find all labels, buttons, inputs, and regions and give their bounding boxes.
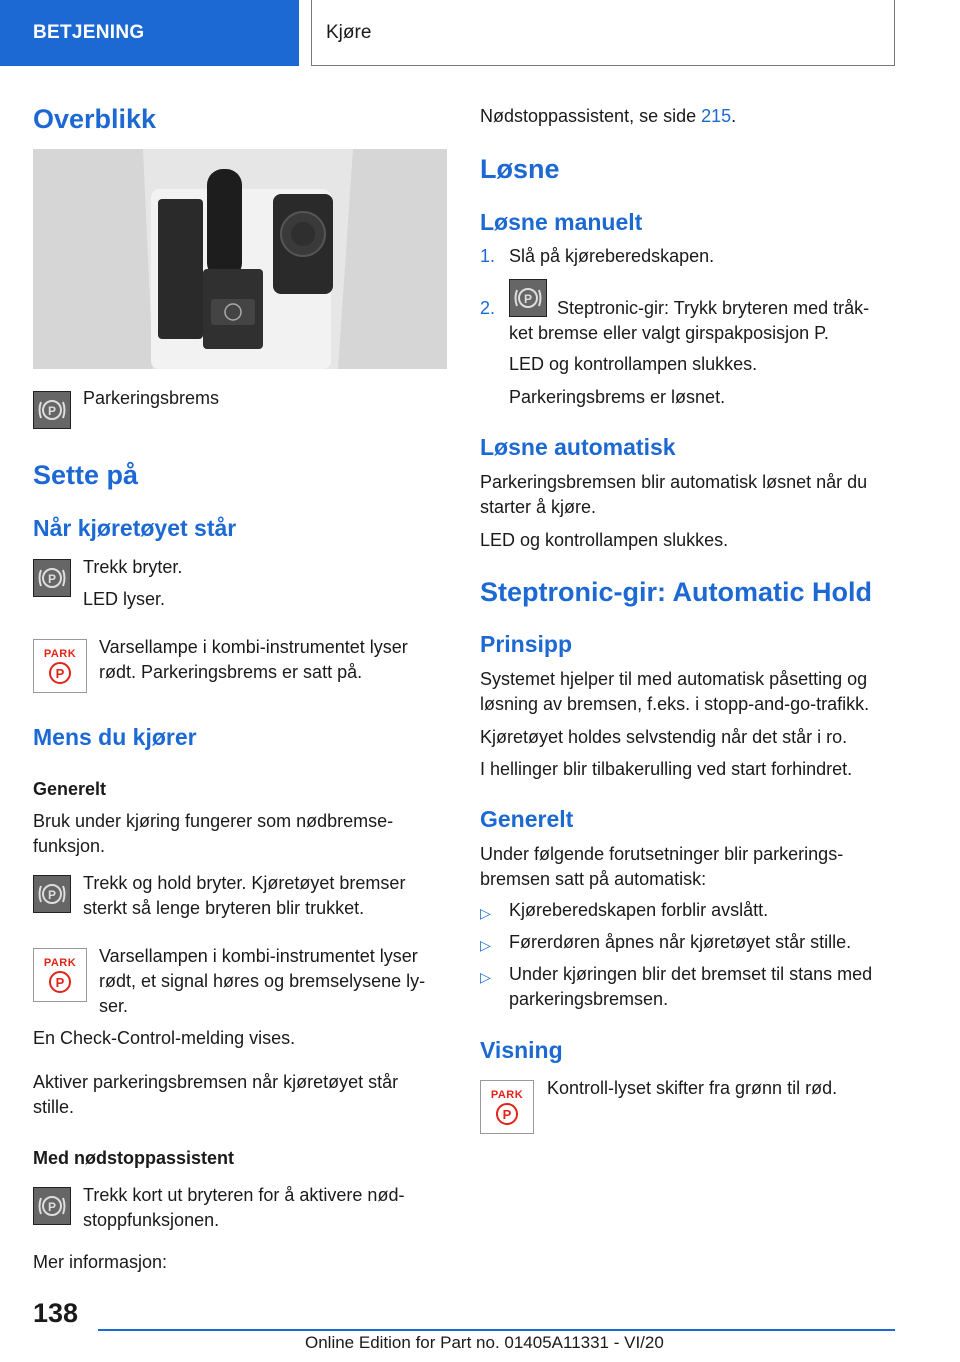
svg-text:P: P (47, 888, 57, 902)
park-warning-icon (33, 639, 87, 693)
bullet-text-1: Kjøreberedskapen forblir avslått. (509, 900, 769, 920)
nodstopp-ref-text: Nødstoppassistent, se side (480, 106, 702, 126)
step-1-number: 1. (480, 246, 496, 266)
bullet-icon: ▷ (480, 905, 491, 921)
text-varsel-1b: rødt. Parkeringsbrems er satt på. (99, 662, 363, 682)
page-number: 138 (33, 1298, 79, 1328)
text-trekk-kort-a: Trekk kort ut bryteren for å aktivere nød- (83, 1185, 405, 1205)
console-photo (33, 149, 447, 369)
bullet-icon: ▷ (480, 969, 491, 985)
text-auto-a: Parkeringsbremsen blir automatisk løsnet når du (480, 472, 868, 492)
text-varsel-2b: rødt, et signal høres og bremselysene ly- (99, 971, 426, 991)
park-word: PARK (43, 957, 77, 969)
bullet-text-2: Førerdøren åpnes når kjøretøyet står stille. (509, 932, 852, 952)
chapter-tab (311, 0, 895, 66)
text-varsel-2c: ser. (99, 996, 129, 1016)
text-trekk-hold-b: sterkt så lenge bryteren blir trukket. (83, 898, 365, 918)
svg-text:P: P (47, 572, 57, 586)
section-tab (0, 0, 299, 66)
text-under-b: bremsen satt på automatisk: (480, 869, 707, 889)
step-1-text: Slå på kjøreberedskapen. (509, 246, 715, 266)
parking-brake-icon (33, 391, 71, 429)
svg-text:P: P (47, 1200, 57, 1214)
park-word: PARK (43, 648, 77, 660)
park-warning-icon (480, 1080, 534, 1134)
text-prinsipp-b: løsning av bremsen, f.eks. i stopp-and-go-trafikk. (480, 694, 870, 714)
heading-sette-paa: Sette på (33, 460, 139, 490)
text-aktiver-a: Aktiver parkeringsbremsen når kjøretøyet står (33, 1072, 399, 1092)
bullet-icon: ▷ (480, 937, 491, 953)
text-nodstopp-ref (480, 104, 736, 129)
heading-steptronic: Steptronic-gir: Automatic Hold (480, 577, 872, 607)
section-title: BETJENING (33, 22, 145, 43)
text-led-lyser: LED lyser. (83, 589, 166, 609)
text-varsel-1a: Varsellampe i kombi-instrumentet lyser (99, 637, 408, 657)
heading-visning: Visning (480, 1037, 563, 1063)
park-letter: P (49, 662, 71, 684)
heading-losne-manuelt: Løsne manuelt (480, 209, 643, 235)
parking-brake-icon (33, 1187, 71, 1225)
step-2-text-a: Steptronic-gir: Trykk bryteren med tråk- (557, 298, 870, 318)
text-under-a: Under følgende forutsetninger blir parkerings- (480, 844, 844, 864)
footer-edition: Online Edition for Part no. 01405A11331 - VI/20 (305, 1333, 664, 1352)
heading-losne: Løsne (480, 154, 560, 184)
text-holdes: Kjøretøyet holdes selvstendig når det står i ro. (480, 727, 848, 747)
park-letter: P (496, 1103, 518, 1125)
footer-divider (98, 1329, 895, 1331)
text-auto-b: starter å kjøre. (480, 497, 597, 517)
heading-mens-kjorer: Mens du kjører (33, 724, 197, 750)
caption-parkeringsbrems: Parkeringsbrems (83, 388, 220, 408)
text-varsel-2a: Varsellampen i kombi-instrumentet lyser (99, 946, 418, 966)
svg-text:P: P (523, 292, 533, 306)
text-led-slukkes-2: LED og kontrollampen slukkes. (480, 530, 729, 550)
subhead-med-nodstopp: Med nødstoppassistent (33, 1148, 235, 1168)
subhead-generelt: Generelt (33, 779, 107, 799)
park-warning-icon (33, 948, 87, 1002)
heading-overblikk: Overblikk (33, 104, 157, 134)
text-check-control: En Check-Control-melding vises. (33, 1028, 296, 1048)
step-2-text-b: ket bremse eller valgt girspakposisjon P. (509, 323, 829, 343)
page-ref-link[interactable]: 215 (701, 106, 732, 126)
heading-losne-auto: Løsne automatisk (480, 434, 676, 460)
text-prinsipp-a: Systemet hjelper til med automatisk påsetting og (480, 669, 868, 689)
park-word: PARK (490, 1089, 524, 1101)
text-hellinger: I hellinger blir tilbakerulling ved start forhindret. (480, 759, 853, 779)
text-aktiver-b: stille. (33, 1097, 75, 1117)
text-mer-info: Mer informasjon: (33, 1252, 168, 1272)
svg-text:P: P (47, 404, 57, 418)
console-illustration (33, 149, 447, 369)
heading-generelt: Generelt (480, 806, 574, 832)
heading-prinsipp: Prinsipp (480, 631, 573, 657)
bullet-text-3a: Under kjøringen blir det bremset til stans med (509, 964, 873, 984)
parking-brake-icon (509, 279, 547, 317)
text-kontroll: Kontroll-lyset skifter fra grønn til rød. (547, 1078, 838, 1098)
parking-brake-icon (33, 559, 71, 597)
text-bruk-a: Bruk under kjøring fungerer som nødbremse- (33, 811, 394, 831)
step-2-number: 2. (480, 298, 496, 318)
text-trekk-hold-a: Trekk og hold bryter. Kjøretøyet bremser (83, 873, 406, 893)
text-trekk-kort-b: stoppfunksjonen. (83, 1210, 220, 1230)
chapter-title: Kjøre (326, 21, 372, 43)
text-trekk-bryter: Trekk bryter. (83, 557, 183, 577)
park-letter: P (49, 971, 71, 993)
text-bruk-b: funksjon. (33, 836, 106, 856)
bullet-text-3b: parkeringsbremsen. (509, 989, 669, 1009)
heading-naar-staar: Når kjøretøyet står (33, 515, 237, 541)
parking-brake-icon (33, 875, 71, 913)
text-losnet: Parkeringsbrems er løsnet. (509, 387, 726, 407)
text-led-slukkes-1: LED og kontrollampen slukkes. (509, 354, 758, 374)
nodstopp-ref-end: . (731, 106, 737, 126)
